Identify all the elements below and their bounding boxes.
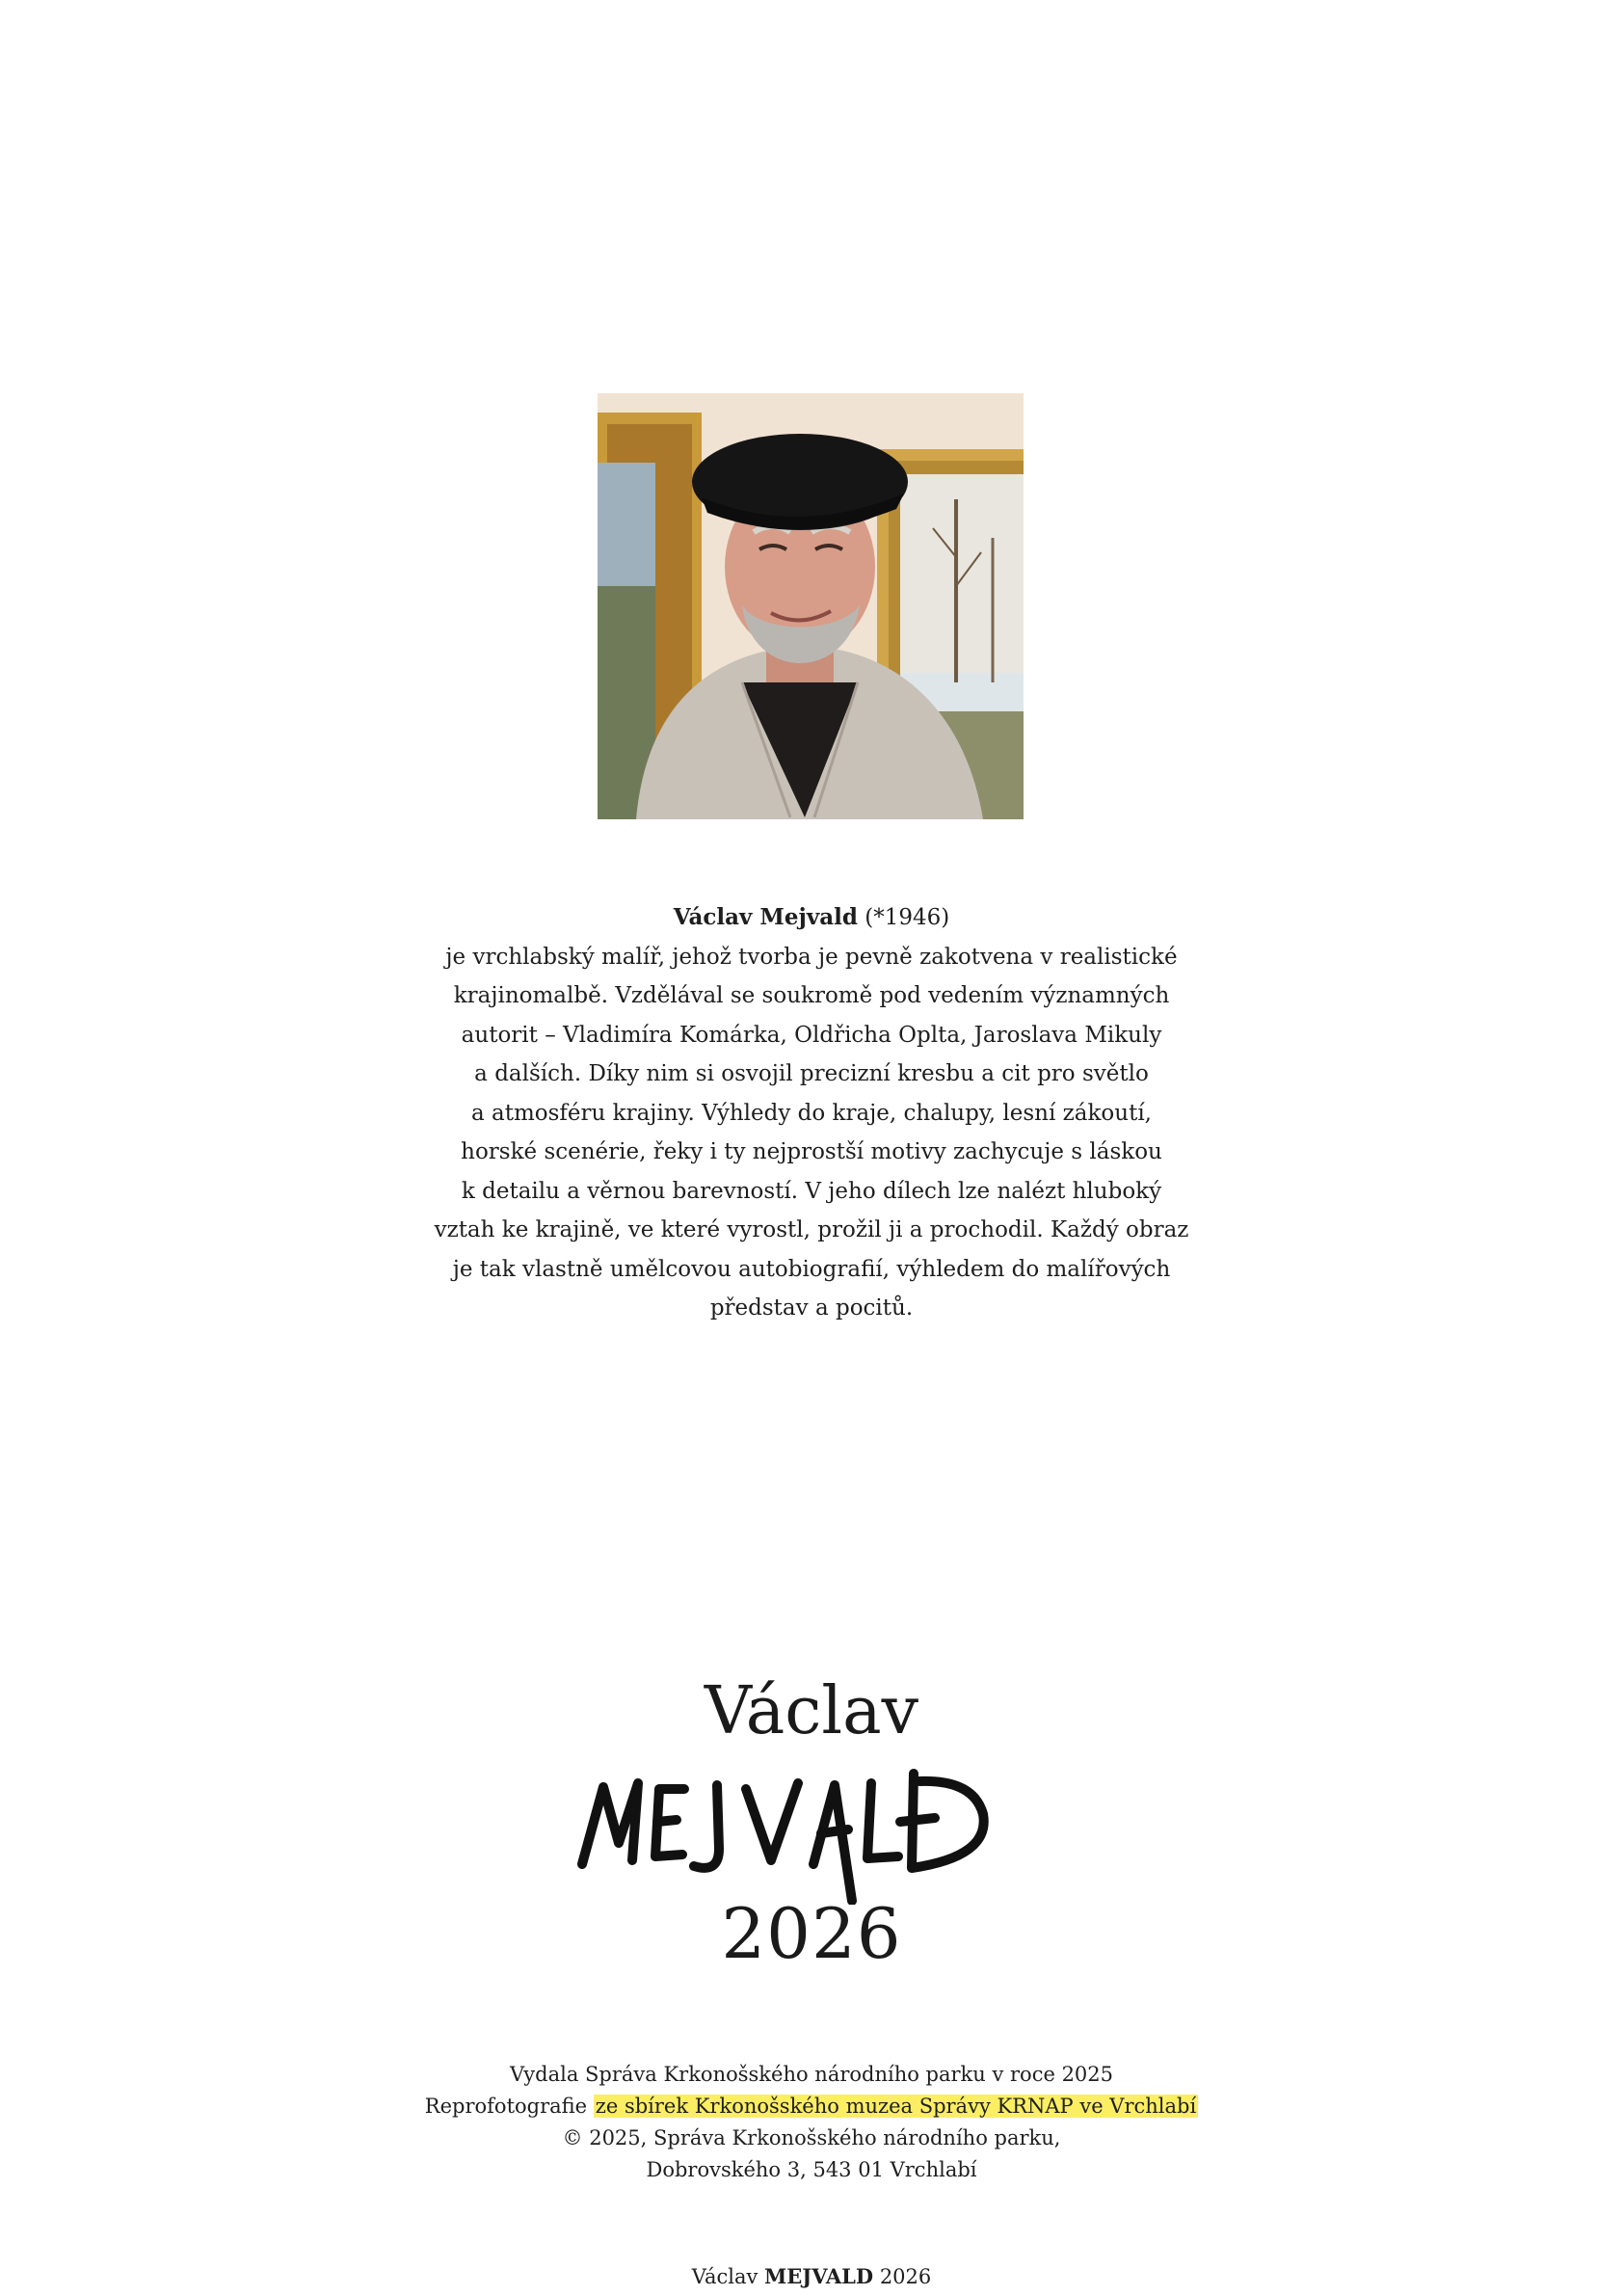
imprint-reproductions-prefix: Reprofotografie — [424, 2095, 594, 2118]
imprint-reproductions — [0, 2091, 1623, 2122]
title-first-name: Václav — [704, 1673, 919, 1749]
artist-name: Václav Mejvald — [673, 904, 858, 930]
portrait-photo — [598, 393, 1024, 819]
bio-line: krajinomalbě. Vzdělával se soukromě pod vedením významných — [453, 983, 1170, 1008]
birth-year: (*1946) — [857, 905, 950, 930]
imprint — [0, 2059, 1623, 2186]
bio-heading — [405, 898, 1218, 938]
signature-logo — [576, 1760, 1020, 1905]
portrait-icon — [598, 393, 1024, 819]
bio-line: a atmosféru krajiny. Výhledy do kraje, chalupy, lesní zákoutí, — [470, 1100, 1152, 1126]
biography — [405, 898, 1218, 1328]
bio-line: k detailu a věrnou barevností. V jeho dílech lze nalézt hluboký — [461, 1178, 1162, 1204]
imprint-address: Dobrovského 3, 543 01 Vrchlabí — [646, 2158, 977, 2181]
footer-last-name: MEJVALD — [764, 2264, 874, 2288]
title-year: 2026 — [721, 1893, 902, 1974]
bio-line: a dalších. Díky nim si osvojil precizní kresbu a cit pro světlo — [474, 1061, 1149, 1086]
signature-icon — [576, 1760, 1020, 1905]
footer-first-name: Václav — [691, 2265, 765, 2288]
bio-line: vztah ke krajině, ve které vyrostl, prožil ji a prochodil. Každý obraz — [434, 1217, 1189, 1242]
bio-line: představ a pocitů. — [709, 1295, 914, 1321]
bio-line: je tak vlastně umělcovou autobiografií, výhledem do malířových — [452, 1256, 1171, 1282]
page-footer — [0, 2262, 1623, 2291]
imprint-publisher: Vydala Správa Krkonošského národního parku v roce 2025 — [509, 2063, 1114, 2086]
bio-line: autorit – Vladimíra Komárka, Oldřicha Oplta, Jaroslava Mikuly — [461, 1022, 1162, 1048]
bio-line: je vrchlabský malíř, jehož tvorba je pevně zakotvena v realistické — [445, 944, 1178, 970]
footer-year: 2026 — [873, 2265, 932, 2288]
bio-line: horské scenérie, řeky i ty nejprostší motivy zachycuje s láskou — [461, 1139, 1162, 1164]
imprint-copyright: © 2025, Správa Krkonošského národního parku, — [562, 2126, 1061, 2149]
highlighted-text: ze sbírek Krkonošského muzea Správy KRNAP ve Vrchlabí — [595, 2095, 1197, 2118]
